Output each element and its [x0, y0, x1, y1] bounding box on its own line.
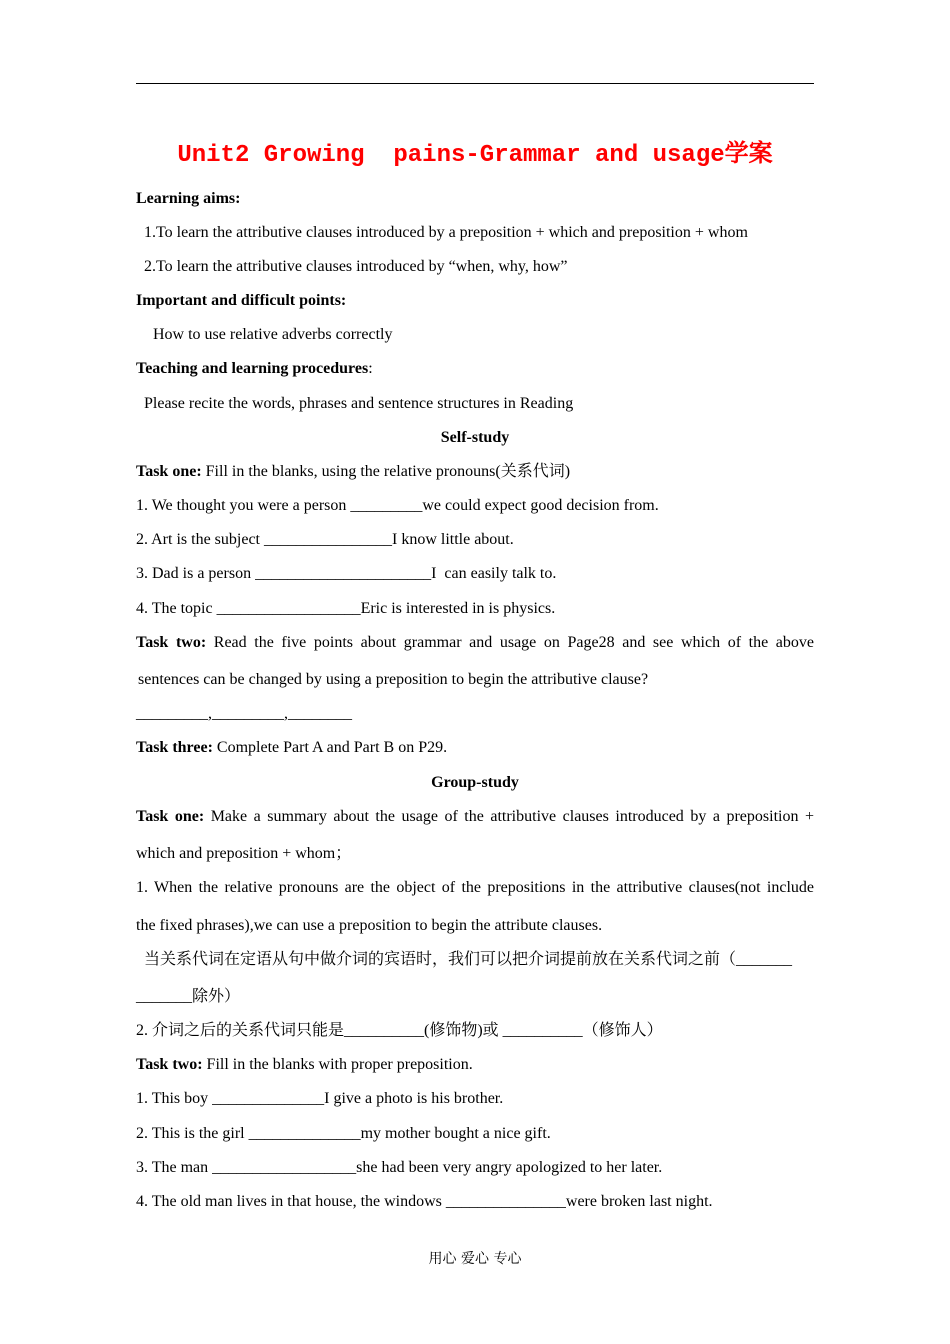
learning-aims-heading: Learning aims:: [136, 190, 241, 207]
group-task-two-item-3: 3. The man __________________she had been very angry apologized to her later.: [136, 1159, 663, 1176]
group-task-two-item-4: 4. The old man lives in that house, the windows _______________were broken last night.: [136, 1193, 713, 1210]
group-task-one: Task one: Make a summary about the usage of the attributive clauses introduced by a preposition +: [136, 808, 815, 825]
group-task-one-cont: which and preposition + whom；: [136, 845, 352, 862]
important-points-heading: Important and difficult points:: [136, 292, 347, 309]
self-study-heading: Self-study: [440, 429, 510, 446]
group-point-1: 1. When the relative pronouns are the object of the prepositions in the attributive clauses(not include: [136, 879, 814, 896]
procedures-heading: Teaching and learning procedures:: [136, 360, 373, 377]
group-chinese-note-cont: _______除外）: [136, 988, 241, 1005]
group-point-1-cont: the fixed phrases),we can use a preposition to begin the attribute clauses.: [136, 917, 603, 934]
group-task-two: Task two: Fill in the blanks with proper preposition.: [136, 1056, 473, 1073]
learning-aim-2: 2.To learn the attributive clauses introduced by “when, why, how”: [144, 258, 568, 275]
self-task-one-item-3: 3. Dad is a person ______________________I can easily talk to.: [136, 565, 557, 582]
self-task-one: Task one: Fill in the blanks, using the relative pronouns(关系代词): [136, 463, 571, 480]
self-task-three: Task three: Complete Part A and Part B on P29.: [136, 739, 448, 756]
self-task-one-item-4: 4. The topic __________________Eric is interested in is physics.: [136, 600, 556, 617]
self-task-one-item-2: 2. Art is the subject ________________I know little about.: [136, 531, 514, 548]
learning-aim-1: 1.To learn the attributive clauses introduced by a preposition + which and preposition + whom: [144, 224, 748, 241]
group-task-two-item-2: 2. This is the girl ______________my mother bought a nice gift.: [136, 1125, 551, 1142]
page-footer: 用心 爱心 专心: [428, 1251, 522, 1267]
procedures-text: Please recite the words, phrases and sentence structures in Reading: [144, 395, 574, 412]
page-title: Unit2 Growing pains-Grammar and usage学案: [177, 142, 773, 169]
group-chinese-note: 当关系代词在定语从句中做介词的宾语时，我们可以把介词提前放在关系代词之前（_______: [144, 951, 793, 968]
important-points-text: How to use relative adverbs correctly: [153, 326, 393, 343]
group-study-heading: Group-study: [431, 774, 519, 791]
self-task-two-cont: sentences can be changed by using a preposition to begin the attributive clause?: [138, 671, 649, 688]
self-task-one-item-1: 1. We thought you were a person _________we could expect good decision from.: [136, 497, 659, 514]
header-rule: [136, 83, 814, 84]
group-task-two-item-1: 1. This boy ______________I give a photo is his brother.: [136, 1090, 504, 1107]
self-task-two-blanks: _________,_________,________: [136, 705, 352, 722]
self-task-two: Task two: Read the five points about grammar and usage on Page28 and see which of the above: [136, 634, 814, 651]
group-point-2: 2. 介词之后的关系代词只能是__________(修饰物)或 __________（修饰人）: [136, 1022, 663, 1039]
